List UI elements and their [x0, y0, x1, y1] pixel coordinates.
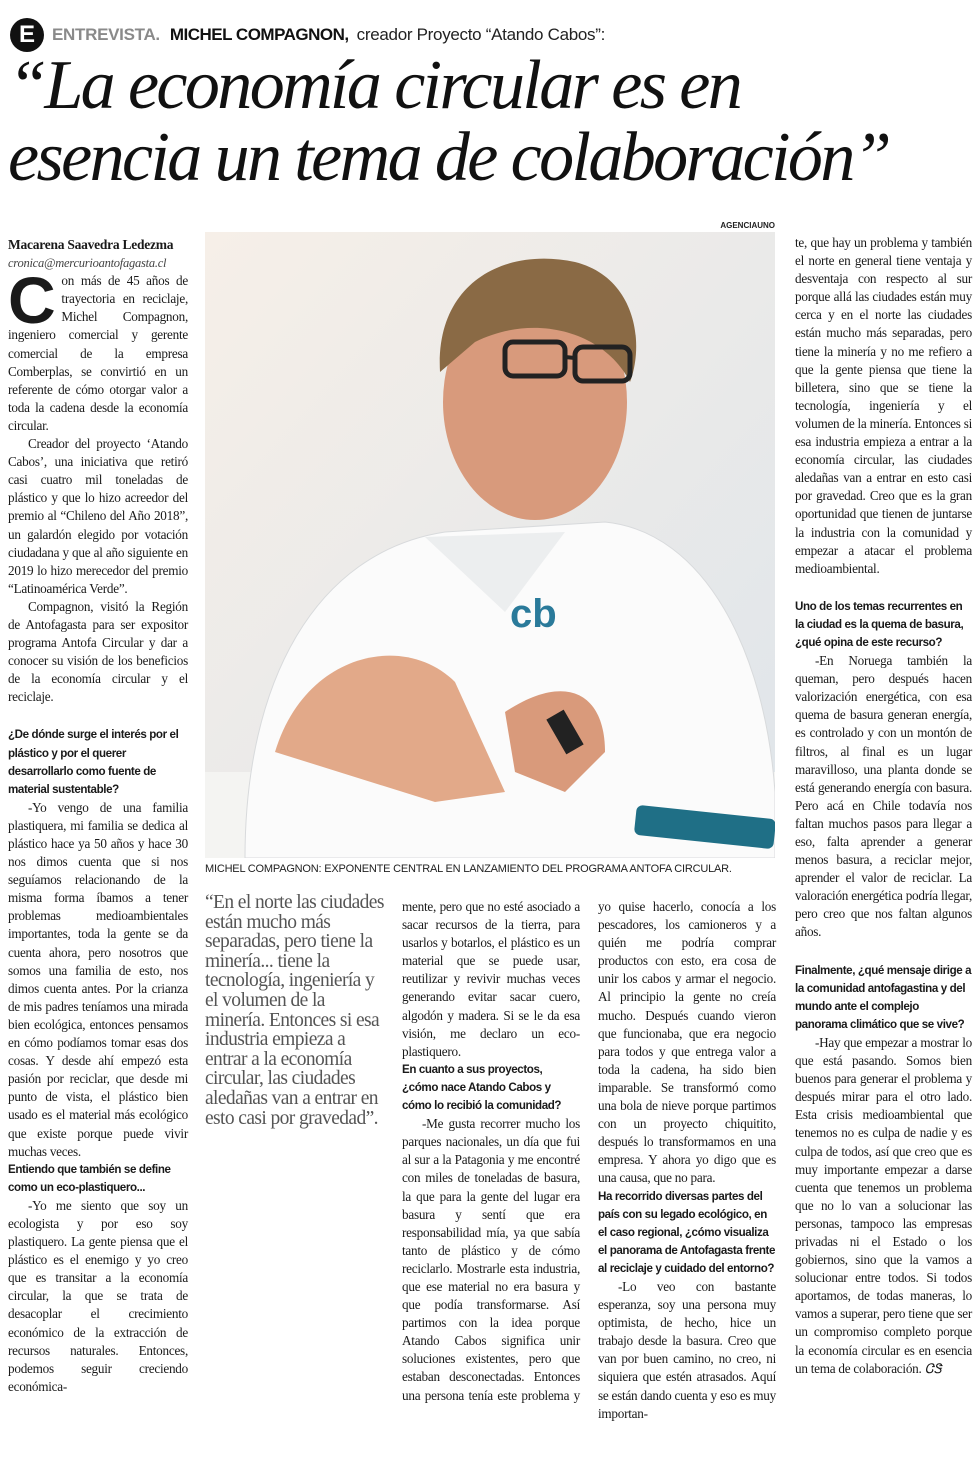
intro-paragraph-1: Con más de 45 años de trayectoria en reciclaje, Michel Compagnon, ingeniero comercial y gerente comercial de la empresa Comberplas, se convirtió en un referente de cómo otorgar valor a toda la cadena desde la economía circular. [8, 263, 188, 433]
section-badge: E [10, 18, 44, 52]
question-2: Entiendo que también se define como un eco-plastiquero... [8, 1162, 171, 1194]
answer-5: -En Noruega también la queman, pero después hacen valorización energética, con esa quema de basura generan energía, es controlado y con un montón de filtros, al final es un lugar maravilloso, una planta donde se está generando energía con basura. Pero acá en Chile todavía nos faltan muchos pasos para llegar a eso, falta aprender a generar menos basura, a reciclar mejor, aprender el valor de reciclar. La valoración energética podría llegar, pero creo que nos faltan algunos años. [795, 653, 972, 940]
column-4 [598, 898, 776, 1423]
question-4: Ha recorrido diversas partes del país con su legado ecológico, en el caso regional, ¿cómo visualiza el panorama de Antofagasta frente al reciclaje y cuidado del entorno? [598, 1189, 776, 1275]
intro-paragraph-3: Compagnon, visitó la Región de Antofagasta para ser expositor programa Antofa Circular y dar a conocer su visión de los beneficios de la economía circular y el reciclaje. [8, 598, 188, 705]
answer-3-part-1: -Me gusta recorrer mucho los parques nacionales, un día que fui al sur a la Patagonia y me encontré con miles de toneladas de basura, la que para la gente del lugar era basura y sentí que era responsabilidad mía, ya que sabía tanto de plástico y de cómo reciclarlo. Mostrarle esta industria, que ese material no era basura y que podía transformarse. Así partimos con la idea porque Atando Cabos significa unir soluciones existentes, pero que estaban desconectadas. Entonces una persona tenía este problema y [402, 1116, 580, 1403]
answer-4-part-2: te, que hay un problema y también el norte en general tiene ventaja y desventaja con respecto al sur porque allá las ciudades están muy cerca y en el norte las ciudades están mucho más separadas, pero tiene la minería y no me refiero a que la gente piensa que tiene la billetera, sino que se tiene la tecnología, ingeniería y el volumen de la minería. Entonces si esa industria empieza a entrar a la economía circular, las ciudades aledañas van a entrar en esto casi por gravedad. Creo que es la gran oportunidad que tienen de juntarse la industria con la comunidad y empezar a atacar el problema medioambiental. [795, 235, 972, 576]
answer-2-part-1: -Yo me siento que soy un ecologista y por eso soy plastiquero. La gente piensa que el plástico es el enemigo y yo creo que es transitar a la economía circular, la que se trata de desacoplar el crecimiento económico de la extracción de recursos naturales. Entonces, podemos seguir creciendo económica- [8, 1197, 188, 1394]
question-5: Uno de los temas recurrentes en la ciudad es la quema de basura, ¿qué opina de este recurso? [795, 599, 964, 649]
answer-3-part-2: yo quise hacerlo, conocía a los pescadores, los camioneros y a quién me podría comprar productos con esto, era cosa de unir los cabos y armar el negocio. Al principio la gente no creía mucho. Después cuando vieron que funcionaba, que era negocio para todos y que entrega valor a toda la cadena, ha sido bien imparable. Se transformó como una bola de nieve porque partimos con un proyecto chiquitito, después lo transformamos en una empresa. Y ahora yo digo que es una causa, que no para. [598, 899, 776, 1186]
drop-cap: C [8, 263, 56, 338]
answer-1: -Yo vengo de una familia plastiquera, mi familia se dedica al plástico hace ya 50 años y hace 30 nos dimos cuenta que si nos seguíamos relacionando de la misma forma íbamos a tener problemas medioambientales importantes, toda la gente se da cuenta ahora, pero nosotros que somos una familia de esto, nos dimos cuenta antes. Por la crianza de mis padres teníamos una mirada bien ecológica, entonces pensamos en cómo podíamos tomar esas dos cosas. Y desde ahí empezó esta pasión por reciclar, que desde mi punto de vista, el plástico bien usado es el material más ecológico que existe porque puede vivir muchas veces. [8, 799, 188, 1159]
headline [8, 47, 977, 196]
question-6: Finalmente, ¿qué mensaje dirige a la comunidad antofagastina y del mundo ante el complejo panorama climático que se vive? [795, 963, 972, 1031]
photo-illustration [205, 232, 775, 858]
question-3: En cuanto a sus proyectos, ¿cómo nace Atando Cabos y cómo lo recibió la comunidad? [402, 1062, 562, 1113]
section-label: ENTREVISTA. [52, 25, 160, 44]
column-5 [795, 234, 972, 1378]
headline-line-2: esencia un tema de colaboración” [8, 119, 890, 196]
headline-line-1: “La economía circular es en [8, 47, 741, 124]
author-name: Macarena Saavedra Ledezma [8, 237, 174, 252]
answer-4-part-1: -Lo veo con bastante esperanza, soy una persona muy optimista, de hecho, hice un trabajo desde la basura. Creo que van por buen camino, no creo, ni siquiera que estén atrasados. Aquí se están dando cuenta y eso es muy importan- [598, 1278, 776, 1421]
intro-paragraph-2: Creador del proyecto ‘Atando Cabos’, una iniciativa que retiró casi cuatro mil toneladas de plástico y que lo hizo acreedor del premio al “Chileno del Año 2018”, un galardón elegido por votación ciudadana y que al año siguiente en 2019 lo hizo merecedor del premio “Latinoamérica Verde”. [8, 436, 188, 596]
photo-credit: AGENCIAUNO [720, 221, 775, 230]
end-mark-icon: ᏣᏕ [924, 1360, 942, 1376]
column-3 [402, 898, 580, 1405]
answer-2-part-2: mente, pero que no esté asociado a sacar recursos de la tierra, para usarlos y botarlos, el plástico es un material que se puede usar, reutilizar y revivir muchas veces generando evitar sacar cuero, algodón y madera. Si se le da esa visión, me declaro un eco-plastiquero. [402, 899, 580, 1059]
svg-text:cb: cb [510, 592, 557, 636]
interviewee-role: creador Proyecto “Atando Cabos”: [356, 25, 606, 44]
pull-quote: “En el norte las ciudades están mucho más separadas, pero tiene la minería... tiene la tecnología, ingeniería y el volumen de la minería. Entonces si esa industria empieza a entrar a la economía circular, las ciudades aledañas van a entrar en esto casi por gravedad”. [205, 892, 384, 1129]
question-1: ¿De dónde surge el interés por el plástico y por el querer desarrollarlo como fuente de material sustentable? [8, 728, 179, 796]
interviewee-name: MICHEL COMPAGNON, [169, 25, 349, 44]
answer-6: -Hay que empezar a mostrar lo que está pasando. Somos bien buenos para generar el problema y después mirar para el otro lado. Esta crisis medioambiental que tenemos no es culpa de nadie y es culpa de todos, así que creo que es muy importante empezar a darse cuenta que tenemos un problema que no lo van a solucionar las personas, tampoco las empresas privadas ni el Estado o los gobiernos, sino que la vamos a solucionar entre todos. Si todos aportamos, de todas maneras, lo vamos a superar, pero tiene que ser un compromiso completo porque la economía circular es en esencia un tema de colaboración. ᏣᏕ [795, 1034, 972, 1376]
column-1 [8, 236, 188, 1396]
photo-caption: MICHEL COMPAGNON: EXPONENTE CENTRAL EN LANZAMIENTO DEL PROGRAMA ANTOFA CIRCULAR. [205, 863, 732, 875]
author-email: cronica@mercurioantofagasta.cl [8, 256, 167, 271]
interviewee-photo [205, 232, 775, 858]
